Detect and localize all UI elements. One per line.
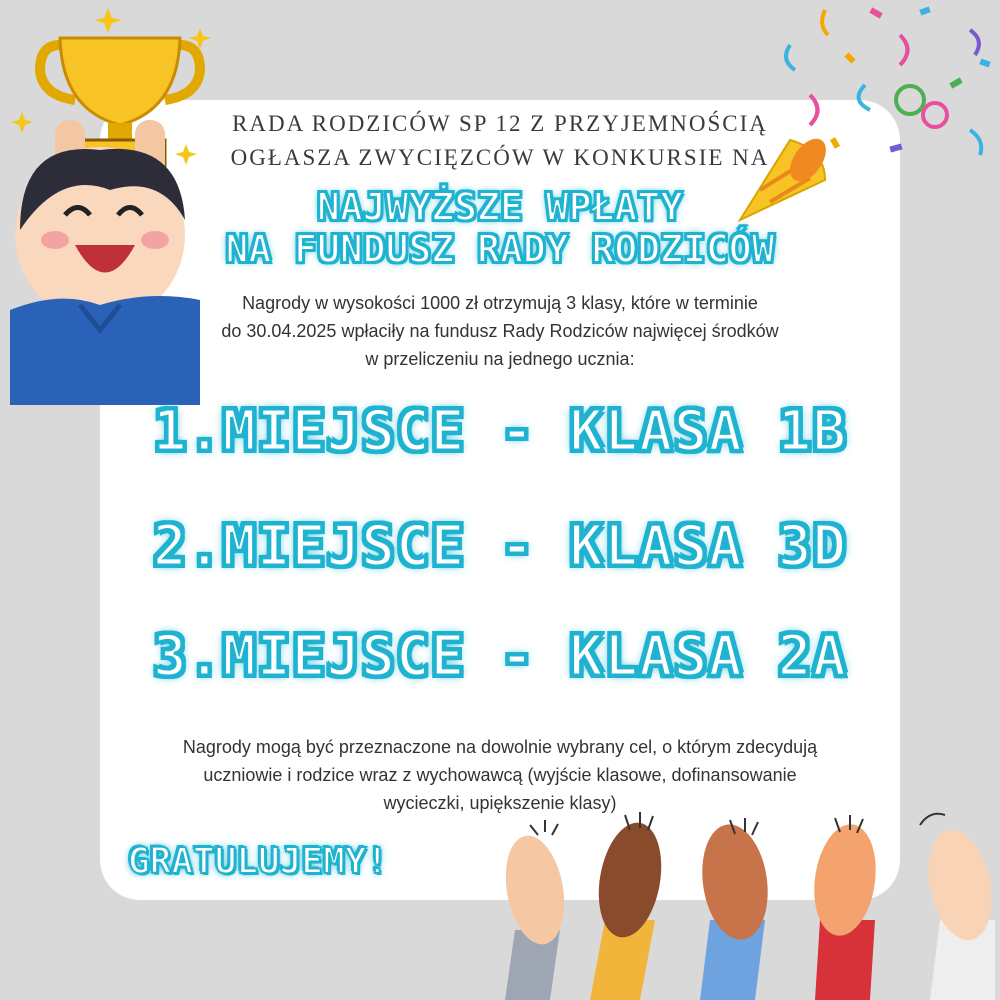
header-line: OGŁASZA ZWYCIĘZCÓW W KONKURSIE NA [230, 145, 770, 170]
note-line: Nagrody mogą być przeznaczone na dowolnie wybrany cel, o którym zdecydują [182, 737, 818, 757]
note-line: uczniowie i rodzice wraz z wychowawcą (wyjście klasowe, dofinansowanie [203, 765, 797, 785]
title-line: NAJWYŻSZE WPŁATY [316, 185, 684, 229]
announcement-header [160, 107, 840, 175]
clapping-hands-illustration [490, 810, 1000, 1000]
congratulations-text: GRATULUJEMY! [128, 841, 389, 882]
intro-text [160, 289, 840, 373]
second-place: 2.MIEJSCE - KLASA 3D [152, 514, 848, 579]
third-place: 3.MIEJSCE - KLASA 2A [152, 624, 848, 689]
header-line: RADA RODZICÓW SP 12 Z PRZYJEMNOŚCIĄ [232, 111, 768, 136]
first-place: 1.MIEJSCE - KLASA 1B [152, 399, 848, 464]
intro-line: do 30.04.2025 wpłaciły na fundusz Rady Rodziców najwięcej środków [221, 321, 779, 341]
note-line: wycieczki, upiększenie klasy) [383, 793, 617, 813]
intro-line: Nagrody w wysokości 1000 zł otrzymują 3 klasy, które w terminie [242, 293, 758, 313]
intro-line: w przeliczeniu na jednego ucznia: [365, 349, 635, 369]
prize-note [100, 733, 900, 817]
contest-title [140, 186, 860, 270]
title-line: NA FUNDUSZ RADY RODZICÓW [225, 227, 775, 271]
